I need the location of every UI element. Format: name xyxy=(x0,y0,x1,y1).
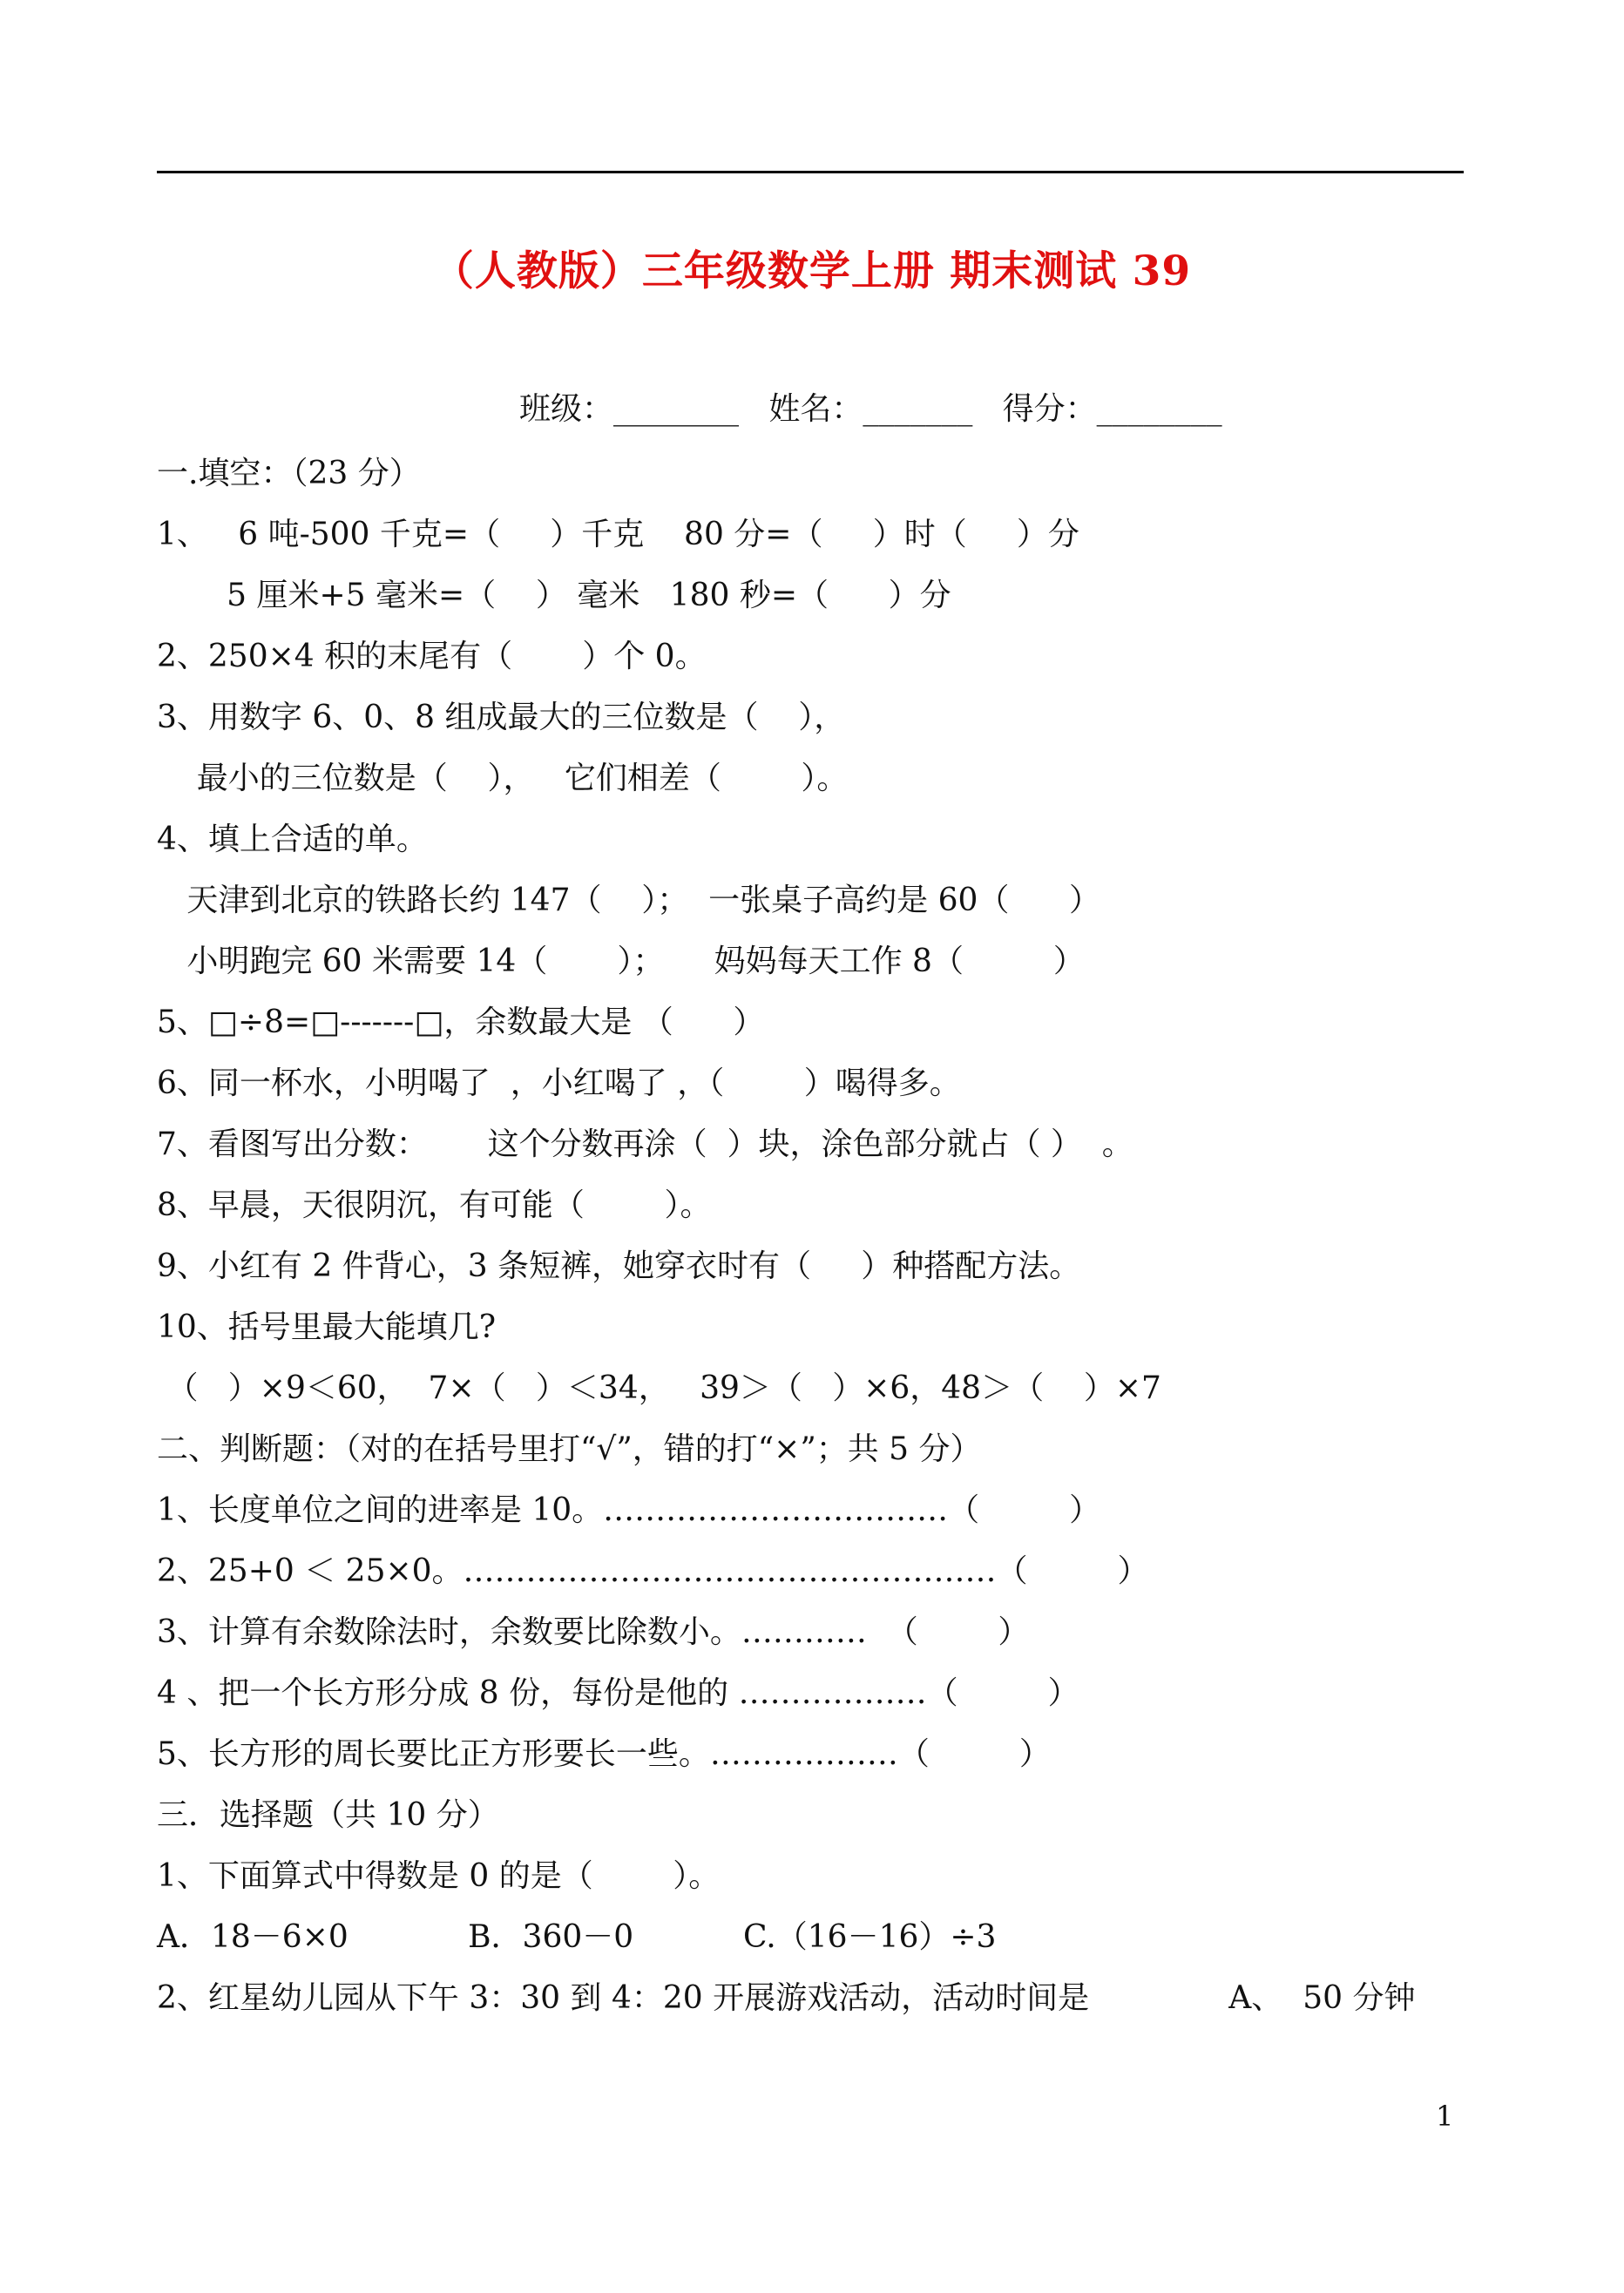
question-line: 4、填上合适的单。 xyxy=(157,822,428,857)
question-line: 1、 6 吨-500 千克=（ ）千克 80 分=（ ）时（ ）分 xyxy=(157,517,1079,552)
answer-options: A．18－6×0 B．360－0 C.（16－16）÷3 xyxy=(157,1919,997,1955)
question-line: 5、□÷8=□-------□，余数最大是 （ ） xyxy=(157,1004,765,1040)
section-2-heading: 二、判断题：（对的在括号里打“√”，错的打“×”；共 5 分） xyxy=(157,1431,982,1467)
question-line: 小明跑完 60 米需要 14（ ）； 妈妈每天工作 8（ ） xyxy=(157,944,1085,979)
page-title: （人教版）三年级数学上册 期末测试 39 xyxy=(432,247,1192,295)
question-line: （ ）×9＜60， 7×（ ）＜34， 39＞（ ）×6，48＞（ ）×7 xyxy=(157,1370,1161,1406)
question-line: 6、同一杯水，小明喝了 ，小红喝了 ，（ ）喝得多。 xyxy=(157,1065,961,1101)
section-1-heading: 一.填空：（23 分） xyxy=(157,456,421,491)
question-line: 天津到北京的铁路长约 147（ ）； 一张桌子高约是 60（ ） xyxy=(157,883,1101,918)
question-line: 2、红星幼儿园从下午 3：30 到 4：20 开展游戏活动，活动时间是 A、 50 分钟 xyxy=(157,1980,1416,2016)
question-line: 5 厘米+5 毫米=（ ） 毫米 180 秒=（ ）分 xyxy=(157,578,951,613)
question-line: 3、计算有余数除法时，余数要比除数小。………… （ ） xyxy=(157,1614,1030,1650)
question-line: 3、用数字 6、0、8 组成最大的三位数是（ ）， xyxy=(157,700,846,735)
question-line: 2、25+0 ＜ 25×0。……………………………………………（ ） xyxy=(157,1553,1149,1589)
question-line: 8、早晨，天很阴沉，有可能（ ）。 xyxy=(157,1187,712,1223)
question-line: 2、250×4 积的末尾有（ ）个 0。 xyxy=(157,639,707,674)
question-line: 1、长度单位之间的进率是 10。……………………………（ ） xyxy=(157,1492,1101,1528)
header-rule xyxy=(157,171,1464,173)
question-line: 1、下面算式中得数是 0 的是（ ）。 xyxy=(157,1858,721,1894)
question-line: 4 、把一个长方形分成 8 份，每份是他的 ………………（ ） xyxy=(157,1675,1079,1711)
page-number: 1 xyxy=(1436,2100,1454,2133)
section-3-heading: 三．选择题（共 10 分） xyxy=(157,1797,499,1833)
student-info-line: 班级：________ 姓名：_______ 得分：________ xyxy=(519,391,1222,427)
question-line: 5、长方形的周长要比正方形要长一些。………………（ ） xyxy=(157,1736,1051,1772)
question-line: 10、括号里最大能填几? xyxy=(157,1309,497,1345)
question-line: 最小的三位数是（ ）， 它们相差（ ）。 xyxy=(157,761,849,796)
question-line: 7、看图写出分数： 这个分数再涂（ ）块，涂色部分就占（ ） 。 xyxy=(157,1126,1133,1162)
question-line: 9、小红有 2 件背心，3 条短裤，她穿衣时有（ ）种搭配方法。 xyxy=(157,1248,1081,1284)
